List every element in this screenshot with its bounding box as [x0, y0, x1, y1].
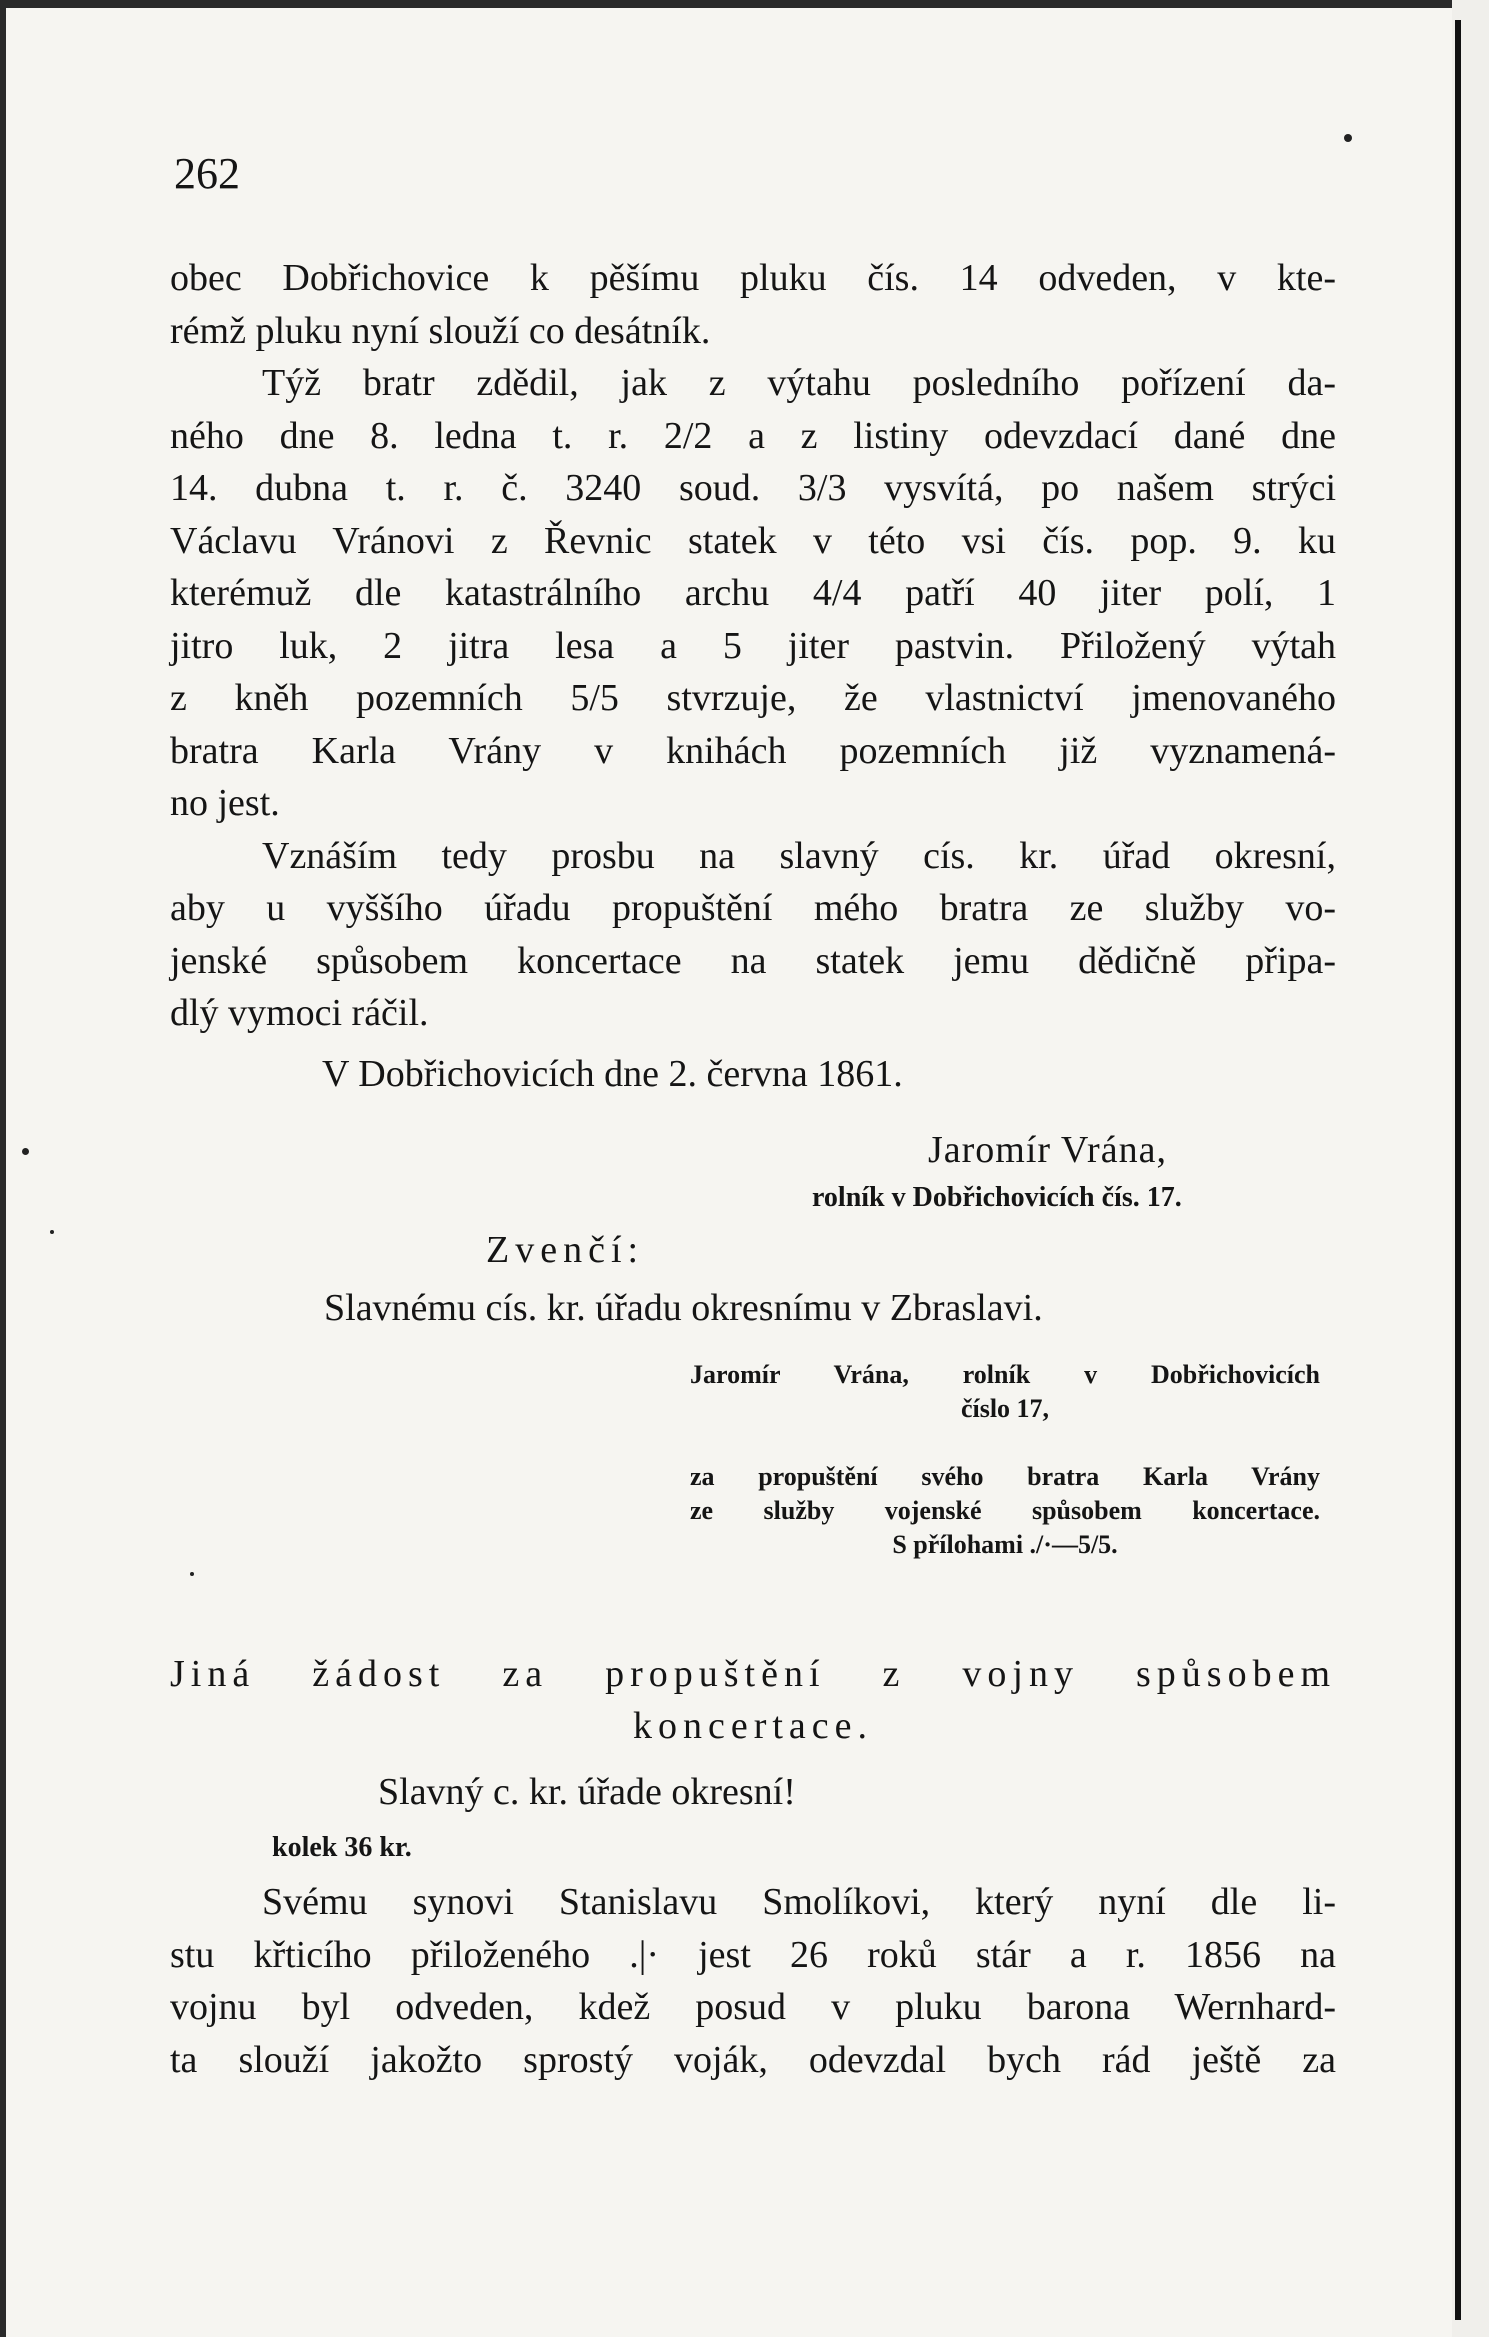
text-line: vojnu byl odveden, kdež posud v pluku barona Wernhard-	[170, 1986, 1336, 2028]
endorsement-line: S přílohami ./·—5/5.	[892, 1530, 1118, 1559]
text-line: Svému synovi Stanislavu Smolíkovi, který nyní dle li-	[262, 1881, 1336, 1923]
page-edge	[1452, 0, 1489, 2337]
second-body	[170, 1876, 1336, 2086]
text-line: Vznáším tedy prosbu na slavný cís. kr. úřad okresní,	[262, 834, 1336, 877]
page-number: 262	[174, 149, 240, 198]
endorsement-line: číslo 17,	[960, 1394, 1050, 1423]
text-line: Václavu Vránovi z Řevnic statek v této vsi čís. pop. 9. ku	[170, 519, 1336, 562]
text-line: no jest.	[170, 782, 280, 824]
text-line: 14. dubna t. r. č. 3240 soud. 3/3 vysvítá, po našem strýci	[170, 467, 1336, 509]
text-line: dlý vymoci ráčil.	[170, 992, 429, 1034]
page-edge-line	[1455, 20, 1461, 2320]
text-line: kterémuž dle katastrálního archu 4/4 patří 40 jiter polí, 1	[170, 572, 1336, 614]
heading-line: Jiná žádost za propuštění z vojny spůsobem	[170, 1653, 1336, 1695]
text-line: Týž bratr zdědil, jak z výtahu posledního pořízení da-	[262, 362, 1336, 404]
endorsement-line: Jaromír Vrána, rolník v Dobřichovicích	[690, 1360, 1320, 1389]
text-line: bratra Karla Vrány v knihách pozemních již vyznamená-	[170, 729, 1336, 772]
text-line: aby u vyššího úřadu propuštění mého bratra ze služby vo-	[170, 887, 1336, 929]
salutation: Slavný c. kr. úřade okresní!	[378, 1771, 796, 1813]
text-line: ta slouží jakožto sprostý voják, odevzdal bych rád ještě za	[170, 2038, 1336, 2081]
text-line: ného dne 8. ledna t. r. 2/2 a z listiny odevzdací dané dne	[170, 414, 1336, 457]
section-heading	[170, 1648, 1336, 1752]
outside-label: Zvenčí:	[486, 1229, 645, 1271]
text-line: obec Dobřichovice k pěšímu pluku čís. 14 odveden, v kte-	[170, 257, 1336, 299]
endorsement-block	[690, 1358, 1320, 1562]
address-line: Slavnému cís. kr. úřadu okresnímu v Zbraslavi.	[324, 1287, 1043, 1329]
ink-speck	[50, 1230, 54, 1234]
heading-line: koncertace.	[632, 1705, 874, 1747]
text-line: stu křticího přiloženého .|· jest 26 roků stár a r. 1856 na	[170, 1933, 1336, 1976]
signature-name: Jaromír Vrána,	[928, 1129, 1167, 1171]
text-line: jitro luk, 2 jitra lesa a 5 jiter pastvin. Přiložený výtah	[170, 624, 1336, 667]
ink-speck	[22, 1148, 29, 1155]
letter-body	[170, 252, 1336, 1040]
signature-role: rolník v Dobřichovicích čís. 17.	[812, 1182, 1182, 1213]
ink-speck	[190, 1572, 194, 1576]
stamp-note: kolek 36 kr.	[272, 1832, 412, 1863]
text-line: jenské spůsobem koncertace na statek jemu dědičně připa-	[170, 939, 1336, 982]
text-line: z kněh pozemních 5/5 stvrzuje, že vlastnictví jmenovaného	[170, 677, 1336, 719]
endorsement-line: ze služby vojenské spůsobem koncertace.	[690, 1496, 1320, 1525]
date-line: V Dobřichovicích dne 2. června 1861.	[322, 1053, 903, 1095]
ink-speck	[1344, 134, 1352, 142]
endorsement-line: za propuštění svého bratra Karla Vrány	[690, 1462, 1320, 1491]
text-line: rémž pluku nyní slouží co desátník.	[170, 309, 711, 352]
